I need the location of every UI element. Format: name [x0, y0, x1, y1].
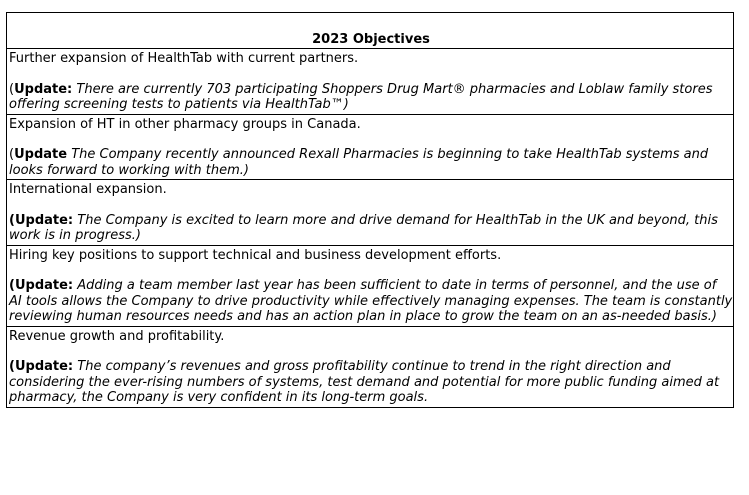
update-note: [9, 67, 733, 114]
update-note: [9, 132, 733, 179]
table-row: [7, 180, 734, 246]
update-text: The Company is excited to learn more and drive demand for HealthTab in the UK and beyond, this work is in progress.): [9, 212, 718, 243]
objective-cell: [7, 180, 734, 246]
update-label: Update:: [14, 278, 74, 293]
update-note: [9, 198, 733, 245]
update-note: [9, 263, 733, 326]
table-header-row: [7, 13, 734, 49]
objective-cell: [7, 114, 734, 180]
objectives-table: [6, 12, 734, 408]
objective-cell: [7, 49, 734, 115]
update-text: The Company recently announced Rexall Pharmacies is beginning to take HealthTab systems and looks forward to working with them.): [9, 147, 709, 178]
update-text: Adding a team member last year has been sufficient to date in terms of personnel, and the use of AI tools allows the Company to drive productivity while effectively managing expenses. The team is constantly reviewing human resources needs and has an action plan in place to grow the team on an as-needed basis.): [9, 278, 733, 324]
open-paren: (: [9, 359, 15, 374]
update-label: Update: [14, 147, 68, 162]
table-title: 2023 Objectives: [7, 13, 734, 49]
objective-text: International expansion.: [9, 182, 167, 197]
table-row: [7, 49, 734, 115]
objective-cell: [7, 245, 734, 326]
update-label: Update:: [14, 81, 73, 97]
update-text: There are currently 703 participating Shoppers Drug Mart® pharmacies and Loblaw family stores offering screening tests to patients via HealthTab™): [9, 81, 713, 112]
open-paren: (: [9, 278, 15, 293]
update-label: Update:: [14, 359, 74, 374]
table-row: [7, 114, 734, 180]
open-paren: (: [9, 212, 15, 228]
update-text: The company’s revenues and gross profitability continue to trend in the right direction and considering the ever-rising numbers of systems, test demand and potential for more public funding aimed at pharmacy, the Company is very confident in its long-term goals.: [9, 359, 720, 405]
objective-text: Expansion of HT in other pharmacy groups in Canada.: [9, 116, 361, 132]
open-paren: (: [9, 147, 15, 162]
table-row: [7, 326, 734, 407]
update-note: [9, 344, 733, 407]
objective-text: Revenue growth and profitability.: [9, 328, 225, 344]
open-paren: (: [9, 81, 15, 97]
table-row: [7, 245, 734, 326]
objective-text: Hiring key positions to support technical and business development efforts.: [9, 247, 502, 263]
update-label: Update:: [14, 212, 74, 228]
objective-text: Further expansion of HealthTab with current partners.: [9, 51, 359, 66]
objective-cell: [7, 326, 734, 407]
